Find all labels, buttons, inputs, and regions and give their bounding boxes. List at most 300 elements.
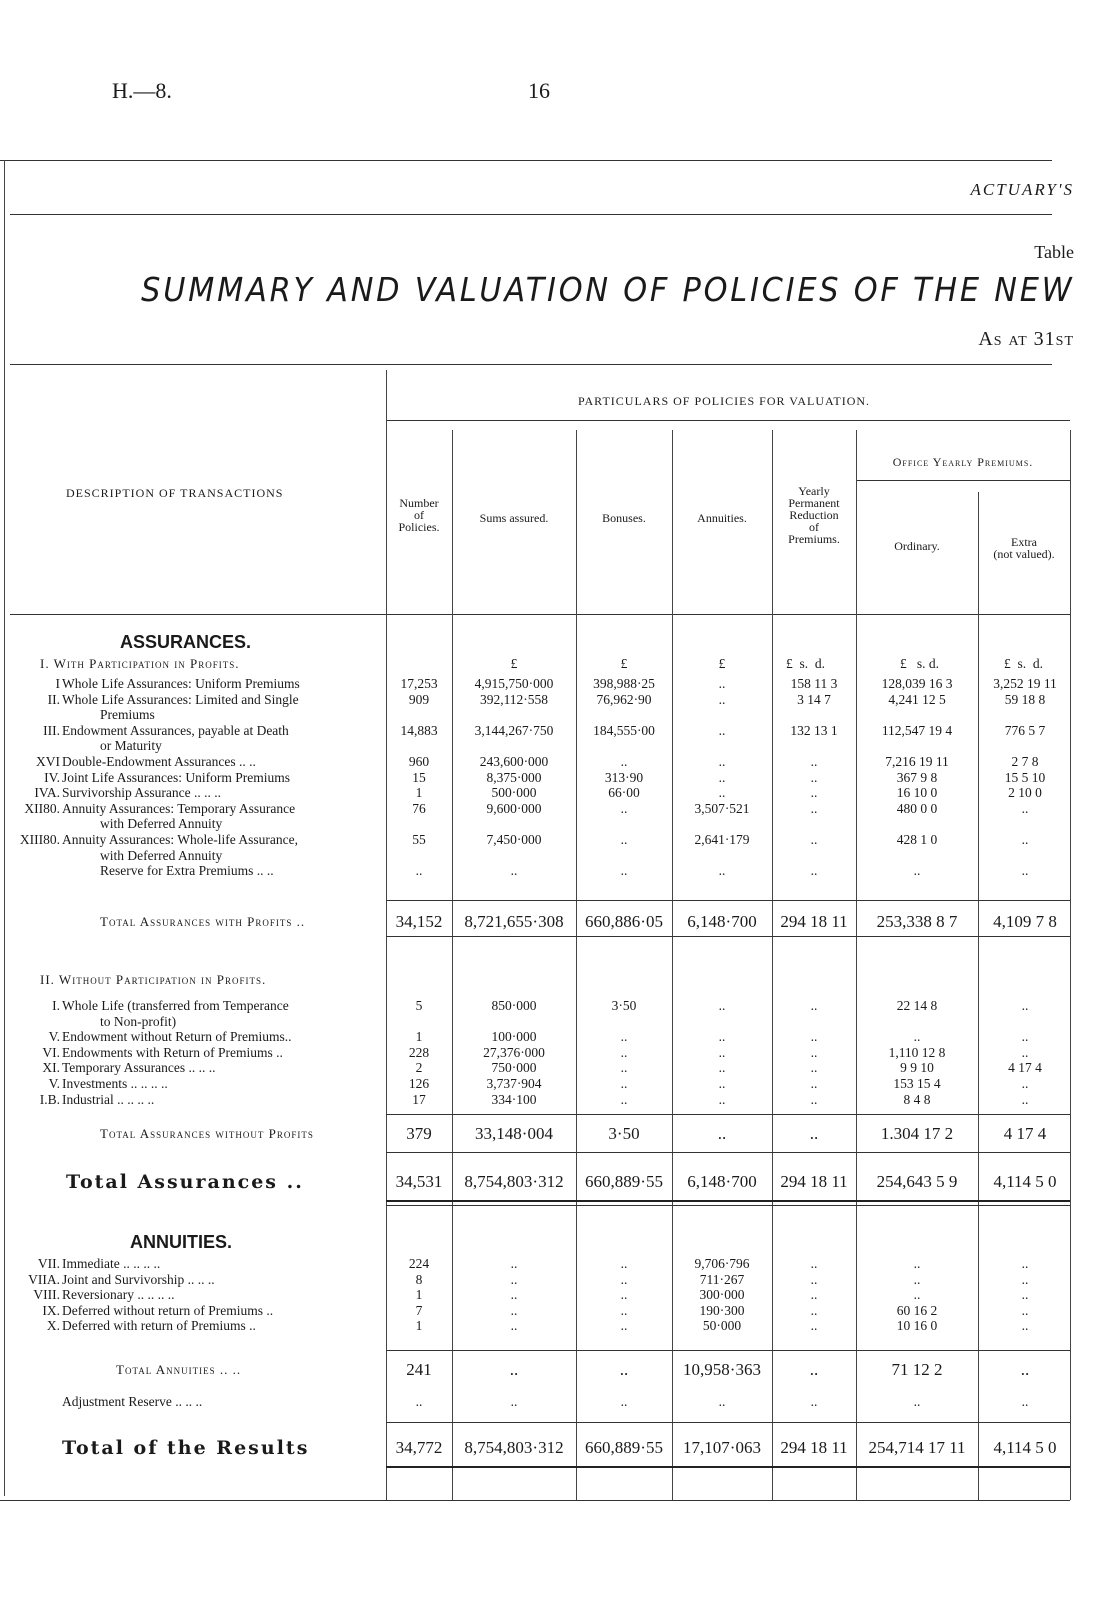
cell-extra-premiums: .. bbox=[1021, 998, 1029, 1013]
row-description: Investments .. .. .. .. bbox=[62, 1076, 168, 1091]
cell-number-of-policies: .. bbox=[415, 863, 423, 879]
rule-above-total-without bbox=[386, 1114, 1070, 1115]
cell-annuities: .. bbox=[718, 769, 726, 785]
row-code: XII80. bbox=[24, 800, 60, 816]
table-row bbox=[0, 1303, 1114, 1319]
row-code: I. bbox=[52, 998, 60, 1013]
row-description: Deferred without return of Premiums .. bbox=[62, 1302, 274, 1318]
row-description: Endowment Assurances, payable at Death bbox=[62, 722, 289, 738]
row-description: Reserve for Extra Premiums .. .. bbox=[100, 863, 274, 879]
cell-number-of-policies: 34,772 bbox=[395, 1438, 443, 1457]
annuities-heading: ANNUITIES. bbox=[130, 1232, 233, 1252]
adjustment-reserve-row bbox=[0, 1394, 1114, 1410]
row-description: with Deferred Annuity bbox=[100, 847, 223, 863]
cell-yearly-reduction: .. bbox=[809, 1124, 819, 1143]
row-code: VIII. bbox=[33, 1287, 60, 1303]
cell-annuities: 10,958·363 bbox=[683, 1360, 761, 1379]
cell-annuities: 300·000 bbox=[699, 1287, 745, 1303]
cell-extra-premiums: 4 17 4 bbox=[1003, 1124, 1047, 1143]
cell-sums-assured: .. bbox=[510, 1318, 518, 1334]
cell-number-of-policies: 5 bbox=[415, 998, 423, 1013]
cell-yearly-reduction: 132 13 1 bbox=[790, 722, 838, 738]
cell-ordinary-premiums: 8 4 8 bbox=[903, 1091, 931, 1107]
row-code: V. bbox=[48, 1029, 60, 1045]
rule-col-5 bbox=[772, 430, 773, 1500]
row-description: Reversionary .. .. .. .. bbox=[62, 1287, 175, 1303]
cell-bonuses: .. bbox=[620, 1318, 628, 1334]
cell-annuities: .. bbox=[718, 1060, 726, 1076]
cell-ordinary-premiums: 254,643 5 9 bbox=[876, 1172, 958, 1191]
cell-annuities: .. bbox=[718, 785, 726, 801]
table-row bbox=[0, 1060, 1114, 1076]
cell-extra-premiums: 59 18 8 bbox=[1004, 691, 1046, 707]
row-code: X. bbox=[46, 1318, 60, 1334]
cell-yearly-reduction: 3 14 7 bbox=[797, 691, 831, 707]
cell-bonuses: 76,962·90 bbox=[596, 691, 652, 707]
cell-annuities: 50·000 bbox=[702, 1318, 742, 1334]
cell-sums-assured: 8,375·000 bbox=[486, 769, 542, 785]
table-row bbox=[0, 1318, 1114, 1334]
without-profits-heading-row bbox=[0, 972, 1114, 988]
cell-number-of-policies: 241 bbox=[406, 1360, 432, 1379]
rule-grand-total bbox=[386, 1466, 1070, 1468]
cell-yearly-reduction: .. bbox=[810, 1256, 818, 1271]
cell-sums-assured: 27,376·000 bbox=[483, 1044, 545, 1060]
cell-bonuses: .. bbox=[620, 1091, 628, 1107]
table-row bbox=[0, 738, 1114, 754]
row-description: Whole Life Assurances: Uniform Premiums bbox=[62, 676, 300, 691]
cell-bonuses: .. bbox=[620, 1287, 628, 1303]
col-extra: Extra (not valued). bbox=[993, 535, 1055, 561]
cell-number-of-policies: 909 bbox=[408, 691, 430, 707]
cell-bonuses: 66·00 bbox=[608, 785, 640, 801]
cell-number-of-policies: 17 bbox=[412, 1091, 426, 1107]
row-code: XI. bbox=[42, 1060, 60, 1076]
cell-annuities: 711·267 bbox=[699, 1271, 745, 1287]
cell-annuities: 17,107·063 bbox=[683, 1438, 761, 1457]
office-premiums-heading: Office Yearly Premiums. bbox=[892, 455, 1034, 469]
cell-ordinary-premiums: 7,216 19 11 bbox=[885, 754, 949, 769]
row-code: VII. bbox=[37, 1256, 60, 1271]
cell-extra-premiums: .. bbox=[1021, 832, 1029, 847]
cell-annuities: .. bbox=[718, 722, 726, 738]
rule-col-8 bbox=[1070, 430, 1071, 1500]
total-label: Adjustment Reserve .. .. .. bbox=[62, 1394, 203, 1409]
cell-yearly-reduction: .. bbox=[810, 863, 818, 879]
cell-ordinary-premiums: 4,241 12 5 bbox=[888, 691, 946, 707]
cell-yearly-reduction: .. bbox=[810, 754, 818, 769]
cell-ordinary-premiums: 1,110 12 8 bbox=[888, 1044, 946, 1060]
unit-pound-sums: £ bbox=[510, 656, 518, 671]
cell-number-of-policies: 2 bbox=[415, 1060, 423, 1076]
cell-ordinary-premiums: 22 14 8 bbox=[896, 998, 938, 1013]
cell-ordinary-premiums: .. bbox=[913, 1287, 921, 1303]
cell-bonuses: .. bbox=[620, 754, 628, 769]
cell-extra-premiums: .. bbox=[1021, 1044, 1029, 1060]
running-head: ACTUARY'S bbox=[970, 180, 1074, 199]
cell-extra-premiums: .. bbox=[1021, 1256, 1029, 1271]
cell-yearly-reduction: .. bbox=[810, 1318, 818, 1334]
rule-total-assurances bbox=[386, 1200, 1070, 1202]
cell-number-of-policies: 960 bbox=[408, 754, 430, 769]
table-row bbox=[0, 707, 1114, 723]
table-row bbox=[0, 1076, 1114, 1092]
col-sums-assured: Sums assured. bbox=[479, 511, 549, 525]
total-label: Total Assurances without Profits bbox=[100, 1126, 314, 1141]
cell-annuities: .. bbox=[718, 863, 726, 879]
unit-yearly-lsd: £ s. d. bbox=[786, 656, 826, 671]
row-description: Whole Life (transferred from Temperance bbox=[62, 998, 289, 1013]
table-row bbox=[0, 785, 1114, 801]
rule-col-3 bbox=[576, 430, 577, 1500]
cell-yearly-reduction: 294 18 11 bbox=[780, 912, 848, 931]
row-description: Immediate .. .. .. .. bbox=[62, 1256, 161, 1271]
table-row bbox=[0, 676, 1114, 692]
row-description: Temporary Assurances .. .. .. bbox=[62, 1060, 216, 1076]
row-description: Double-Endowment Assurances .. .. bbox=[62, 754, 256, 769]
rule-col-6 bbox=[856, 430, 857, 1500]
page-number: 16 bbox=[528, 78, 550, 103]
rule-top bbox=[0, 160, 1052, 161]
cell-number-of-policies: 17,253 bbox=[400, 676, 438, 691]
cell-extra-premiums: .. bbox=[1021, 1302, 1029, 1318]
without-profits-heading: II. Without Participation in Profits. bbox=[40, 972, 267, 987]
col-number-of-policies: Number of Policies. bbox=[398, 496, 440, 534]
cell-bonuses: .. bbox=[620, 1044, 628, 1060]
total-annuities-row bbox=[0, 1362, 1114, 1378]
col-yearly-reduction: Yearly Permanent Reduction of Premiums. bbox=[788, 484, 840, 546]
table-row bbox=[0, 1287, 1114, 1303]
table-row bbox=[0, 848, 1114, 864]
cell-number-of-policies: 7 bbox=[415, 1302, 423, 1318]
cell-extra-premiums: .. bbox=[1021, 1318, 1029, 1334]
row-description: Endowments with Return of Premiums .. bbox=[62, 1044, 283, 1060]
table-row bbox=[0, 1014, 1114, 1030]
row-code: IV. bbox=[44, 769, 60, 785]
cell-extra-premiums: .. bbox=[1021, 1091, 1029, 1107]
cell-number-of-policies: 224 bbox=[408, 1256, 430, 1271]
cell-number-of-policies: 55 bbox=[412, 832, 426, 847]
cell-yearly-reduction: 294 18 11 bbox=[780, 1438, 848, 1457]
total-label: Total Annuities .. .. bbox=[116, 1362, 242, 1377]
cell-extra-premiums: .. bbox=[1021, 1394, 1029, 1409]
as-at-date: As at 31st bbox=[978, 328, 1074, 350]
row-code: II. bbox=[47, 691, 60, 707]
cell-yearly-reduction: .. bbox=[810, 1060, 818, 1076]
cell-sums-assured: 33,148·004 bbox=[475, 1124, 553, 1143]
cell-annuities: 6,148·700 bbox=[687, 912, 757, 931]
cell-number-of-policies: 1 bbox=[415, 1287, 423, 1303]
cell-yearly-reduction: .. bbox=[810, 1394, 818, 1409]
cell-sums-assured: .. bbox=[510, 1394, 518, 1409]
cell-number-of-policies: 1 bbox=[415, 1318, 423, 1334]
cell-number-of-policies: 1 bbox=[415, 1029, 423, 1045]
cell-annuities: .. bbox=[718, 676, 726, 691]
row-description: to Non-profit) bbox=[100, 1013, 177, 1029]
cell-annuities: .. bbox=[718, 998, 726, 1013]
cell-yearly-reduction: .. bbox=[810, 785, 818, 801]
cell-bonuses: .. bbox=[620, 863, 628, 879]
rule-above-grand-total bbox=[386, 1422, 1070, 1423]
row-description: Industrial .. .. .. .. bbox=[62, 1091, 155, 1107]
cell-yearly-reduction: .. bbox=[810, 998, 818, 1013]
row-code: V. bbox=[48, 1076, 60, 1091]
cell-number-of-policies: 126 bbox=[408, 1076, 430, 1091]
cell-extra-premiums: .. bbox=[1021, 800, 1029, 816]
cell-yearly-reduction: .. bbox=[810, 1287, 818, 1303]
cell-sums-assured: .. bbox=[510, 1302, 518, 1318]
cell-bonuses: .. bbox=[620, 1076, 628, 1091]
description-heading: DESCRIPTION OF TRANSACTIONS bbox=[66, 486, 284, 500]
cell-bonuses: 184,555·00 bbox=[593, 722, 655, 738]
cell-yearly-reduction: .. bbox=[809, 1360, 819, 1379]
row-code: III. bbox=[43, 722, 60, 738]
table-row bbox=[0, 692, 1114, 708]
row-description: Endowment without Return of Premiums.. bbox=[62, 1029, 292, 1045]
cell-number-of-policies: 14,883 bbox=[400, 722, 438, 738]
cell-sums-assured: 500·000 bbox=[491, 785, 537, 801]
cell-bonuses: .. bbox=[620, 1302, 628, 1318]
cell-ordinary-premiums: 153 15 4 bbox=[893, 1076, 941, 1091]
cell-number-of-policies: 76 bbox=[412, 800, 426, 816]
row-code: IX. bbox=[42, 1302, 60, 1318]
units-row bbox=[0, 656, 1114, 672]
row-code: IVA. bbox=[34, 785, 60, 801]
with-profits-heading: I. With Participation in Profits. bbox=[40, 656, 240, 671]
cell-annuities: .. bbox=[718, 754, 726, 769]
row-description: or Maturity bbox=[100, 738, 162, 754]
cell-annuities: .. bbox=[718, 1044, 726, 1060]
rule-below-total-with bbox=[386, 936, 1070, 937]
cell-number-of-policies: 1 bbox=[415, 785, 423, 801]
rule-under-head bbox=[10, 214, 1052, 215]
cell-annuities: .. bbox=[718, 1091, 726, 1107]
annuities-heading-row bbox=[0, 1234, 1114, 1250]
total-with-profits-row bbox=[0, 914, 1114, 930]
cell-bonuses: .. bbox=[620, 1256, 628, 1271]
cell-annuities: .. bbox=[718, 1394, 726, 1409]
row-description: Deferred with return of Premiums .. bbox=[62, 1318, 256, 1334]
table-row bbox=[0, 1092, 1114, 1108]
cell-yearly-reduction: .. bbox=[810, 1044, 818, 1060]
cell-yearly-reduction: .. bbox=[810, 1091, 818, 1107]
row-description: Survivorship Assurance .. .. .. bbox=[62, 785, 221, 801]
cell-yearly-reduction: 158 11 3 bbox=[790, 676, 838, 691]
row-code: VIIA. bbox=[28, 1271, 60, 1287]
table-row bbox=[0, 1272, 1114, 1288]
cell-yearly-reduction: .. bbox=[810, 832, 818, 847]
cell-extra-premiums: 776 5 7 bbox=[1004, 722, 1046, 738]
row-code: XVI bbox=[36, 754, 60, 769]
cell-bonuses: .. bbox=[620, 1029, 628, 1045]
rule-office bbox=[856, 480, 1070, 481]
cell-ordinary-premiums: 16 10 0 bbox=[896, 785, 938, 801]
particulars-heading: PARTICULARS OF POLICIES FOR VALUATION. bbox=[577, 394, 871, 408]
cell-ordinary-premiums: .. bbox=[913, 863, 921, 879]
cell-annuities: 9,706·796 bbox=[694, 1256, 750, 1271]
total-label: Total of the Results bbox=[62, 1437, 310, 1459]
table-row bbox=[0, 1045, 1114, 1061]
cell-yearly-reduction: .. bbox=[810, 1271, 818, 1287]
cell-yearly-reduction: .. bbox=[810, 1302, 818, 1318]
cell-annuities: 6,148·700 bbox=[687, 1172, 757, 1191]
col-ordinary: Ordinary. bbox=[894, 539, 940, 553]
cell-extra-premiums: .. bbox=[1021, 1287, 1029, 1303]
cell-ordinary-premiums: 71 12 2 bbox=[891, 1360, 943, 1379]
cell-yearly-reduction: .. bbox=[810, 800, 818, 816]
cell-bonuses: 660,889·55 bbox=[585, 1438, 663, 1457]
cell-bonuses: .. bbox=[620, 832, 628, 847]
table-row bbox=[0, 1029, 1114, 1045]
row-description: Joint and Survivorship .. .. .. bbox=[62, 1271, 215, 1287]
row-description: with Deferred Annuity bbox=[100, 816, 223, 832]
cell-bonuses: 398,988·25 bbox=[593, 676, 655, 691]
cell-sums-assured: 3,737·904 bbox=[486, 1076, 542, 1091]
cell-extra-premiums: .. bbox=[1021, 863, 1029, 879]
table-label: Table bbox=[1034, 242, 1074, 262]
table-row bbox=[0, 1256, 1114, 1272]
cell-bonuses: 313·90 bbox=[604, 769, 644, 785]
rule-col-2 bbox=[452, 430, 453, 1500]
cell-sums-assured: 8,754,803·312 bbox=[464, 1172, 564, 1191]
cell-ordinary-premiums: 367 9 8 bbox=[896, 769, 938, 785]
row-code: I.B. bbox=[39, 1091, 60, 1107]
document-reference: H.—8. bbox=[112, 78, 172, 103]
assurances-heading: ASSURANCES. bbox=[120, 632, 252, 652]
table-row bbox=[0, 832, 1114, 848]
cell-bonuses: .. bbox=[620, 1060, 628, 1076]
row-description: Annuity Assurances: Temporary Assurance bbox=[62, 800, 296, 816]
cell-ordinary-premiums: 60 16 2 bbox=[896, 1302, 938, 1318]
cell-sums-assured: 243,600·000 bbox=[479, 754, 549, 769]
cell-bonuses: 660,886·05 bbox=[585, 912, 663, 931]
cell-number-of-policies: 15 bbox=[412, 769, 426, 785]
rule-total-assurances-2 bbox=[386, 1205, 1070, 1206]
cell-ordinary-premiums: .. bbox=[913, 1256, 921, 1271]
cell-yearly-reduction: 294 18 11 bbox=[780, 1172, 848, 1191]
row-description: Annuity Assurances: Whole-life Assurance, bbox=[62, 832, 298, 847]
cell-annuities: 2,641·179 bbox=[694, 832, 750, 847]
cell-ordinary-premiums: 428 1 0 bbox=[896, 832, 938, 847]
cell-ordinary-premiums: .. bbox=[913, 1271, 921, 1287]
total-without-profits-row bbox=[0, 1126, 1114, 1142]
rule-below-total-without bbox=[386, 1152, 1070, 1153]
cell-ordinary-premiums: .. bbox=[913, 1394, 921, 1409]
table-row bbox=[0, 754, 1114, 770]
cell-extra-premiums: 2 10 0 bbox=[1008, 785, 1042, 801]
cell-sums-assured: 7,450·000 bbox=[486, 832, 542, 847]
cell-extra-premiums: 4,114 5 0 bbox=[993, 1438, 1057, 1457]
rule-header-bottom bbox=[10, 614, 1070, 615]
cell-ordinary-premiums: 9 9 10 bbox=[900, 1060, 934, 1076]
cell-number-of-policies: 228 bbox=[408, 1044, 430, 1060]
cell-annuities: .. bbox=[718, 1076, 726, 1091]
rule-above-total-with bbox=[386, 900, 1070, 901]
cell-sums-assured: 3,144,267·750 bbox=[474, 722, 554, 738]
cell-sums-assured: 750·000 bbox=[491, 1060, 537, 1076]
total-assurances-row bbox=[0, 1171, 1114, 1193]
cell-sums-assured: 334·100 bbox=[491, 1091, 537, 1107]
table-row bbox=[0, 770, 1114, 786]
unit-ordinary-lsd: £ s. d. bbox=[900, 656, 940, 671]
rule-particulars bbox=[386, 420, 1070, 421]
cell-number-of-policies: 8 bbox=[415, 1271, 423, 1287]
unit-pound-bonus: £ bbox=[620, 656, 628, 671]
cell-extra-premiums: 4,109 7 8 bbox=[993, 912, 1057, 931]
cell-annuities: 3,507·521 bbox=[694, 800, 750, 816]
cell-ordinary-premiums: 480 0 0 bbox=[896, 800, 938, 816]
cell-extra-premiums: .. bbox=[1021, 1271, 1029, 1287]
cell-number-of-policies: .. bbox=[415, 1394, 423, 1409]
cell-bonuses: .. bbox=[620, 800, 628, 816]
total-label: Total Assurances with Profits .. bbox=[100, 914, 306, 929]
cell-bonuses: 3·50 bbox=[611, 998, 637, 1013]
cell-ordinary-premiums: .. bbox=[913, 1029, 921, 1045]
table-row bbox=[0, 863, 1114, 879]
cell-ordinary-premiums: 112,547 19 4 bbox=[881, 722, 953, 738]
unit-pound-annuity: £ bbox=[718, 656, 726, 671]
page-title: SUMMARY AND VALUATION OF POLICIES OF THE NEW bbox=[140, 270, 1074, 309]
row-description: Joint Life Assurances: Uniform Premiums bbox=[62, 769, 290, 785]
cell-sums-assured: .. bbox=[510, 1287, 518, 1303]
table-row bbox=[0, 723, 1114, 739]
grand-total-row bbox=[0, 1437, 1114, 1459]
table-row bbox=[0, 801, 1114, 817]
cell-yearly-reduction: .. bbox=[810, 769, 818, 785]
table-row bbox=[0, 816, 1114, 832]
cell-bonuses: 660,889·55 bbox=[585, 1172, 663, 1191]
cell-yearly-reduction: .. bbox=[810, 1076, 818, 1091]
cell-number-of-policies: 379 bbox=[406, 1124, 432, 1143]
cell-extra-premiums: 2 7 8 bbox=[1011, 754, 1039, 769]
cell-extra-premiums: 4,114 5 0 bbox=[993, 1172, 1057, 1191]
cell-extra-premiums: 3,252 19 11 bbox=[993, 676, 1057, 691]
col-bonuses: Bonuses. bbox=[602, 511, 646, 525]
cell-annuities: .. bbox=[718, 691, 726, 707]
cell-annuities: .. bbox=[717, 1124, 727, 1143]
cell-ordinary-premiums: 253,338 8 7 bbox=[876, 912, 958, 931]
row-description: Whole Life Assurances: Limited and Single bbox=[62, 691, 299, 707]
cell-extra-premiums: .. bbox=[1020, 1360, 1030, 1379]
table-row bbox=[0, 998, 1114, 1014]
rule-col-4 bbox=[672, 430, 673, 1500]
cell-annuities: 190·300 bbox=[699, 1302, 745, 1318]
cell-sums-assured: .. bbox=[510, 1256, 518, 1271]
cell-ordinary-premiums: 10 16 0 bbox=[896, 1318, 938, 1334]
assurances-heading-row bbox=[0, 634, 1114, 650]
cell-ordinary-premiums: 128,039 16 3 bbox=[881, 676, 953, 691]
cell-extra-premiums: .. bbox=[1021, 1029, 1029, 1045]
cell-extra-premiums: 4 17 4 bbox=[1008, 1060, 1042, 1076]
cell-annuities: .. bbox=[718, 1029, 726, 1045]
cell-ordinary-premiums: 254,714 17 11 bbox=[868, 1438, 966, 1457]
cell-sums-assured: 9,600·000 bbox=[486, 800, 542, 816]
total-label: Total Assurances .. bbox=[66, 1171, 304, 1193]
cell-ordinary-premiums: 1.304 17 2 bbox=[880, 1124, 954, 1143]
cell-sums-assured: .. bbox=[510, 1271, 518, 1287]
cell-bonuses: 3·50 bbox=[608, 1124, 640, 1143]
row-description: Premiums bbox=[100, 707, 155, 723]
col-annuities: Annuities. bbox=[697, 511, 747, 525]
cell-sums-assured: 100·000 bbox=[491, 1029, 537, 1045]
cell-bonuses: .. bbox=[619, 1360, 629, 1379]
cell-number-of-policies: 34,152 bbox=[395, 912, 443, 931]
cell-bonuses: .. bbox=[620, 1394, 628, 1409]
cell-sums-assured: .. bbox=[509, 1360, 519, 1379]
cell-number-of-policies: 34,531 bbox=[395, 1172, 443, 1191]
cell-bonuses: .. bbox=[620, 1271, 628, 1287]
row-code: VI. bbox=[42, 1044, 60, 1060]
